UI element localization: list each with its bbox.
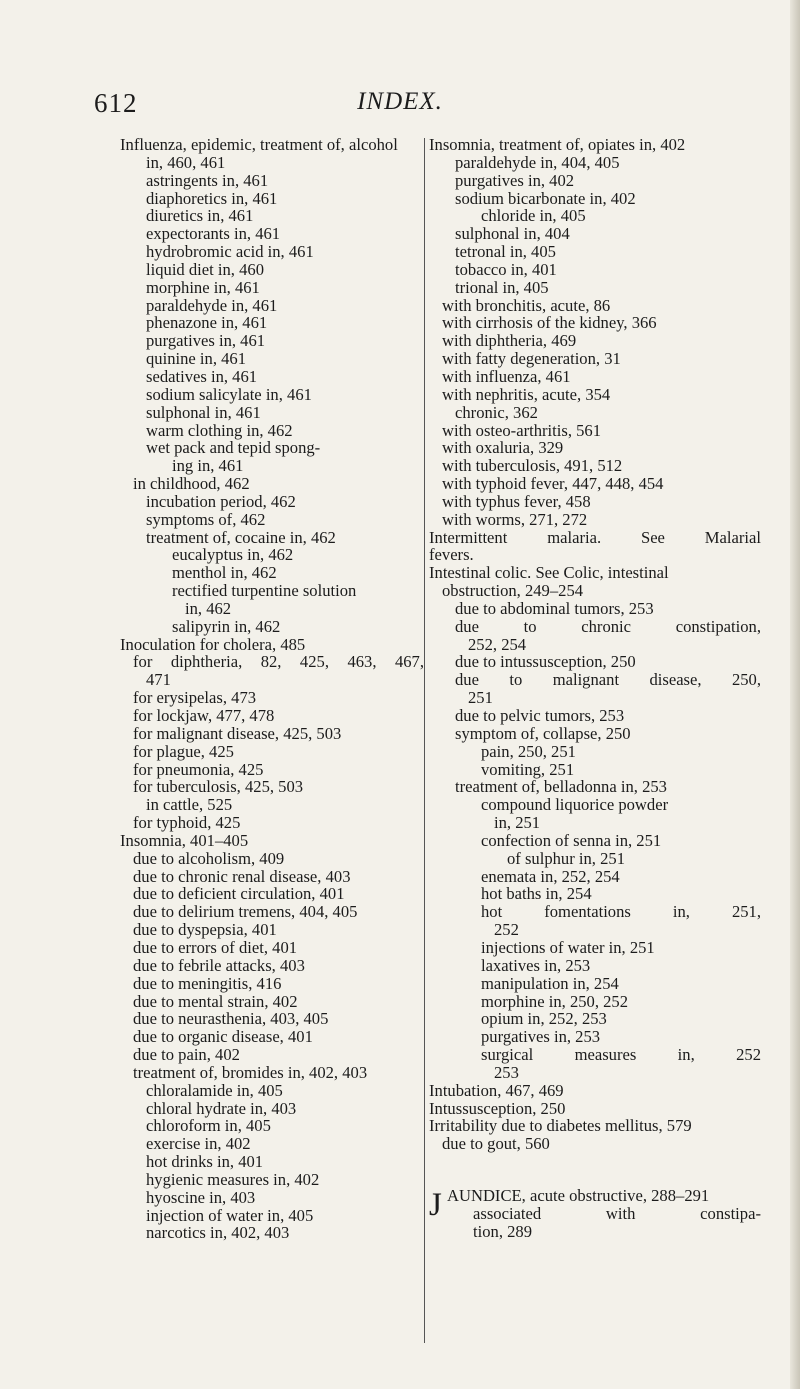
index-entry: due to alcoholism, 409 bbox=[133, 848, 285, 868]
index-entry: 252 bbox=[494, 920, 519, 940]
index-entry: astringents in, 461 bbox=[146, 170, 269, 190]
index-entry: manipulation in, 254 bbox=[481, 973, 619, 993]
index-entry: opium in, 252, 253 bbox=[481, 1009, 607, 1029]
index-entry: due to chronic constipation, bbox=[455, 616, 761, 636]
index-entry: vomiting, 251 bbox=[481, 759, 575, 779]
index-entry: with oxaluria, 329 bbox=[442, 438, 564, 458]
index-entry: for lockjaw, 477, 478 bbox=[133, 706, 275, 725]
index-entry: with worms, 271, 272 bbox=[442, 509, 588, 529]
index-entry: fevers. bbox=[429, 545, 474, 565]
index-entry: Insomnia, treatment of, opiates in, 402 bbox=[429, 135, 686, 154]
index-entry: hydrobromic acid in, 461 bbox=[146, 242, 314, 262]
index-column-right bbox=[429, 136, 761, 1241]
index-entry: tetronal in, 405 bbox=[455, 242, 556, 262]
index-entry: quinine in, 461 bbox=[146, 349, 247, 369]
index-entry: hot fomentations in, 251, bbox=[481, 902, 761, 922]
index-entry: compound liquorice powder bbox=[481, 795, 669, 815]
index-entry: injections of water in, 251 bbox=[481, 937, 655, 957]
index-entry: Irritability due to diabetes mellitus, 579 bbox=[429, 1116, 692, 1136]
index-entry: treatment of, bromides in, 402, 403 bbox=[133, 1062, 368, 1082]
page-header bbox=[0, 88, 800, 128]
index-entry: sodium salicylate in, 461 bbox=[146, 384, 312, 404]
index-entry: tobacco in, 401 bbox=[455, 259, 557, 279]
index-entry: with diphtheria, 469 bbox=[442, 331, 577, 351]
index-entry: associated with constipa- bbox=[473, 1203, 761, 1223]
index-entry: chronic, 362 bbox=[455, 402, 538, 422]
index-entry: enemata in, 252, 254 bbox=[481, 866, 620, 886]
index-entry: due to chronic renal disease, 403 bbox=[133, 866, 351, 886]
index-entry: due to gout, 560 bbox=[442, 1134, 550, 1154]
index-entry: injection of water in, 405 bbox=[146, 1205, 314, 1225]
index-entry: for tuberculosis, 425, 503 bbox=[133, 777, 304, 797]
index-entry: with cirrhosis of the kidney, 366 bbox=[442, 313, 657, 333]
index-entry: symptoms of, 462 bbox=[146, 509, 266, 529]
index-entry: Insomnia, 401–405 bbox=[120, 830, 249, 850]
index-entry: for diphtheria, 82, 425, 463, 467, bbox=[133, 652, 424, 672]
index-entry: with typhoid fever, 447, 448, 454 bbox=[442, 474, 664, 494]
index-entry: for malignant disease, 425, 503 bbox=[133, 723, 342, 743]
index-entry: in, 251 bbox=[494, 813, 541, 833]
index-entry: rectified turpentine solution bbox=[172, 581, 357, 601]
index-entry: paraldehyde in, 461 bbox=[146, 295, 278, 315]
index-entry: due to delirium tremens, 404, 405 bbox=[133, 902, 358, 922]
index-entry: due to malignant disease, 250, bbox=[455, 670, 761, 690]
index-entry: Intussusception, 250 bbox=[429, 1098, 566, 1118]
index-entry: with bronchitis, acute, 86 bbox=[442, 295, 611, 315]
index-entry: morphine in, 461 bbox=[146, 277, 260, 297]
index-entry: 253 bbox=[494, 1062, 519, 1082]
index-entry: AUNDICE, acute obstructive, 288–291 bbox=[447, 1186, 710, 1206]
index-entry: due to deficient circulation, 401 bbox=[133, 884, 345, 904]
index-entry: narcotics in, 402, 403 bbox=[146, 1223, 290, 1243]
index-entry: with nephritis, acute, 354 bbox=[442, 384, 611, 404]
index-entry: menthol in, 462 bbox=[172, 563, 277, 583]
index-entry: symptom of, collapse, 250 bbox=[455, 723, 631, 743]
index-entry: chloralamide in, 405 bbox=[146, 1080, 283, 1100]
index-entry: wet pack and tepid spong- bbox=[146, 438, 321, 458]
index-entry: chloride in, 405 bbox=[481, 206, 586, 226]
page-number: 612 bbox=[94, 88, 138, 118]
index-entry: laxatives in, 253 bbox=[481, 955, 591, 975]
index-entry: due to pain, 402 bbox=[133, 1045, 240, 1065]
index-entry: purgatives in, 402 bbox=[455, 170, 575, 190]
index-entry: 252, 254 bbox=[468, 634, 527, 654]
index-entry: obstruction, 249–254 bbox=[442, 581, 584, 601]
index-entry: Intermittent malaria. See Malarial bbox=[429, 527, 761, 547]
index-entry: tion, 289 bbox=[473, 1221, 533, 1241]
jaundice-entry bbox=[429, 1187, 761, 1241]
index-entry: salipyrin in, 462 bbox=[172, 616, 281, 636]
index-entry: incubation period, 462 bbox=[146, 491, 296, 511]
index-entry: expectorants in, 461 bbox=[146, 224, 281, 244]
index-entry: due to dyspepsia, 401 bbox=[133, 920, 277, 940]
section-gap bbox=[429, 1153, 761, 1187]
index-entry: for pneumonia, 425 bbox=[133, 759, 264, 779]
index-entry: exercise in, 402 bbox=[146, 1134, 251, 1154]
index-entry: in, 460, 461 bbox=[146, 152, 226, 172]
index-entry: purgatives in, 461 bbox=[146, 331, 266, 351]
index-entry: due to organic disease, 401 bbox=[133, 1027, 313, 1047]
index-entry: in, 462 bbox=[185, 598, 232, 618]
index-entry: sedatives in, 461 bbox=[146, 366, 258, 386]
index-entry: chloroform in, 405 bbox=[146, 1116, 271, 1136]
index-entry: sodium bicarbonate in, 402 bbox=[455, 188, 636, 208]
running-head: INDEX. bbox=[357, 88, 443, 115]
index-entry: purgatives in, 253 bbox=[481, 1027, 601, 1047]
index-entry: morphine in, 250, 252 bbox=[481, 991, 629, 1011]
index-entry: 471 bbox=[146, 670, 171, 690]
index-entry: Inoculation for cholera, 485 bbox=[120, 634, 306, 654]
index-entry: Influenza, epidemic, treatment of, alcohol bbox=[120, 135, 398, 154]
index-entry: with typhus fever, 458 bbox=[442, 491, 591, 511]
index-entry: for erysipelas, 473 bbox=[133, 688, 257, 708]
page-edge-shadow bbox=[790, 0, 800, 1389]
index-entry: due to abdominal tumors, 253 bbox=[455, 598, 654, 618]
index-entry: sulphonal in, 404 bbox=[455, 224, 570, 244]
index-entry: 251 bbox=[468, 688, 493, 708]
index-entry: for plague, 425 bbox=[133, 741, 234, 761]
index-entry: surgical measures in, 252 bbox=[481, 1045, 761, 1065]
index-entry: Intestinal colic. See Colic, intestinal bbox=[429, 563, 669, 583]
index-entry: hot baths in, 254 bbox=[481, 884, 592, 904]
index-entry: treatment of, cocaine in, 462 bbox=[146, 527, 336, 547]
index-entry: due to neurasthenia, 403, 405 bbox=[133, 1009, 329, 1029]
index-entry: diuretics in, 461 bbox=[146, 206, 254, 226]
index-entry: in childhood, 462 bbox=[133, 474, 250, 494]
index-entry: due to febrile attacks, 403 bbox=[133, 955, 305, 975]
index-entry: of sulphur in, 251 bbox=[507, 848, 625, 868]
index-entry: liquid diet in, 460 bbox=[146, 259, 264, 279]
index-entry: hot drinks in, 401 bbox=[146, 1152, 264, 1172]
index-entry: ing in, 461 bbox=[172, 456, 244, 476]
index-entry: chloral hydrate in, 403 bbox=[146, 1098, 297, 1118]
index-entry: diaphoretics in, 461 bbox=[146, 188, 278, 208]
index-entry: with fatty degeneration, 31 bbox=[442, 349, 621, 369]
index-entry: hygienic measures in, 402 bbox=[146, 1169, 320, 1189]
index-entry: warm clothing in, 462 bbox=[146, 420, 293, 440]
index-entry: hyoscine in, 403 bbox=[146, 1187, 256, 1207]
index-entry: trional in, 405 bbox=[455, 277, 549, 297]
index-entry: paraldehyde in, 404, 405 bbox=[455, 152, 620, 172]
index-entry: confection of senna in, 251 bbox=[481, 830, 662, 850]
index-entry: with osteo-arthritis, 561 bbox=[442, 420, 602, 440]
index-entry: pain, 250, 251 bbox=[481, 741, 576, 761]
index-entry: with tuberculosis, 491, 512 bbox=[442, 456, 623, 476]
index-entry: phenazone in, 461 bbox=[146, 313, 268, 333]
index-entry: for typhoid, 425 bbox=[133, 813, 241, 833]
index-entry: eucalyptus in, 462 bbox=[172, 545, 294, 565]
index-entry: due to intussusception, 250 bbox=[455, 652, 636, 672]
index-entry: due to errors of diet, 401 bbox=[133, 937, 298, 957]
index-entry: treatment of, belladonna in, 253 bbox=[455, 777, 667, 797]
index-entry: due to mental strain, 402 bbox=[133, 991, 298, 1011]
index-entry: in cattle, 525 bbox=[146, 795, 233, 815]
index-entry: sulphonal in, 461 bbox=[146, 402, 261, 422]
drop-cap: J bbox=[429, 1187, 442, 1224]
index-entry: Intubation, 467, 469 bbox=[429, 1080, 564, 1100]
index-entry: due to meningitis, 416 bbox=[133, 973, 282, 993]
index-entry: with influenza, 461 bbox=[442, 366, 571, 386]
column-divider bbox=[424, 138, 425, 1343]
index-column-left bbox=[120, 136, 424, 1242]
index-entry: due to pelvic tumors, 253 bbox=[455, 706, 625, 725]
